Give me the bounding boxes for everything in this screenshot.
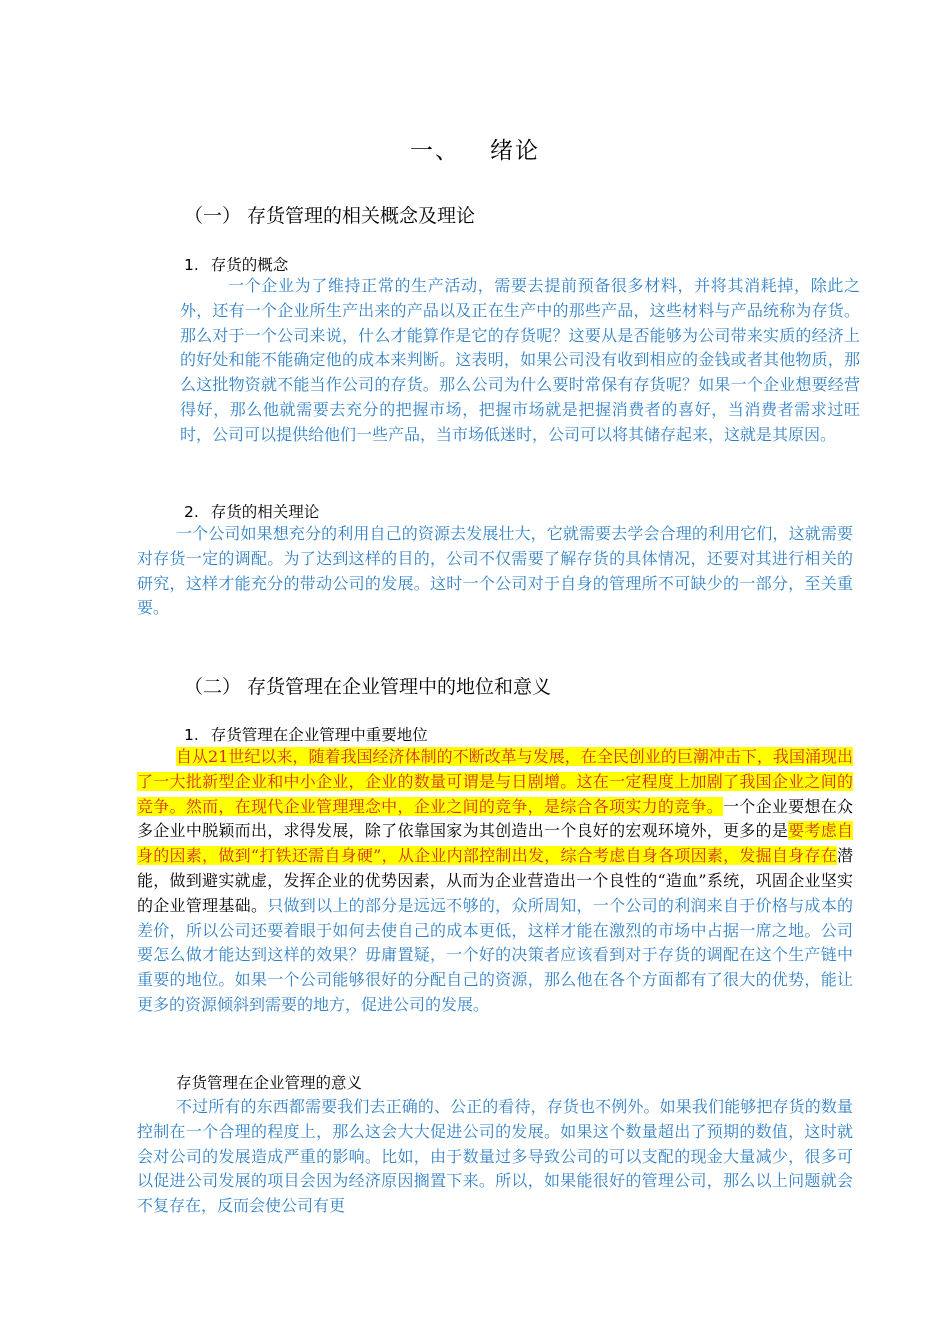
section1-sub1-title: 存货的概念: [210, 256, 289, 274]
section2-paragraph-2: 不过所有的东西都需要我们去正确的、公正的看待，存货也不例外。如果我们能够把存货的数量控制在一个合理的程度上，那么这会大大促进公司的发展。如果这个数量超出了预期的数值，这时就会对公司的发展造成严重的影响。比如，由于数量过多导致公司的可以支配的现金大量减少，很多可以促进公司发展的项目会因为经济原因搁置下来。所以，如果能很好的管理公司，那么以上问题就会不复存在，反而会使公司有更: [137, 1097, 853, 1216]
section1-sub2-title: 存货的相关理论: [210, 503, 320, 521]
section1-heading: （一） 存货管理的相关概念及理论: [184, 205, 476, 227]
section1-sub2-number: 2.: [184, 503, 199, 521]
section1-sub1-number: 1.: [184, 256, 199, 274]
section2-sub1-number: 1.: [184, 726, 199, 744]
section2-heading: （二） 存货管理在企业管理中的地位和意义: [184, 676, 552, 698]
chapter-title: 绪论: [490, 138, 540, 164]
plain-text-1: 一个企业要想在众多企业中脱颖而出，求得发展，除了依靠国家为其创造出一个良好的宏观环境外，更多的是: [137, 796, 853, 841]
section1-paragraph-2: 一个公司如果想充分的利用自己的资源去发展壮大，它就需要去学会合理的利用它们，这就需要对存货一定的调配。为了达到这样的目的，公司不仅需要了解存货的具体情况，还要对其进行相关的研究，这样才能充分的带动公司的发展。这时一个公司对于自身的管理所不可缺少的一部分，至关重要。: [137, 524, 853, 618]
chapter-heading: [0, 132, 950, 165]
section1-paragraph-1: 一个企业为了维持正常的生产活动，需要去提前预备很多材料，并将其消耗掉，除此之外，还有一个企业所生产出来的产品以及正在生产中的那些产品，这些材料与产品统称为存货。那么对于一个公司来说，什么才能算作是它的存货呢？这要从是否能够为公司带来实质的经济上的好处和能不能确定他的成本来判断。这表明，如果公司没有收到相应的金钱或者其他物质，那么这批物资就不能当作公司的存货。那么公司为什么要时常保有存货呢？如果一个企业想要经营得好，那么他就需要去充分的把握市场，把握市场就是把握消费者的喜好，当消费者需求过旺时，公司可以提供给他们一些产品，当市场低迷时，公司可以将其储存起来，这就是其原因。: [180, 276, 860, 444]
chapter-number: 一、: [410, 138, 460, 164]
section1-sub2-heading: [184, 500, 319, 522]
section2-sub1-heading: [184, 723, 428, 745]
highlighted-text-2: 要考虑自身的因素，做到“打铁还需自身硬”，从企业内部控制出发，综合考虑自身各项因素，发掘自身存在: [137, 821, 853, 866]
section2-sub2-heading: 存货管理在企业管理的意义: [176, 1074, 363, 1092]
blue-text: 只做到以上的部分是远远不够的，众所周知，一个公司的利润来自于价格与成本的差价，所以公司还要着眼于如何去使自己的成本更低，这样才能在激烈的市场中占据一席之地。公司要怎么做才能达到这样的效果？毋庸置疑，一个好的决策者应该看到对于存货的调配在这个生产链中重要的地位。如果一个公司能够很好的分配自己的资源，那么他在各个方面都有了很大的优势，能让更多的资源倾斜到需要的地方，促进公司的发展。: [137, 895, 853, 1014]
highlighted-text-1: 自从21世纪以来，随着我国经济体制的不断改革与发展，在全民创业的巨潮冲击下，我国涌现出了一大批新型企业和中小企业，企业的数量可谓是与日剧增。这在一定程度上加剧了我国企业之间的竞争。然而，在现代企业管理理念中，企业之间的竞争，是综合各项实力的竞争。: [137, 747, 853, 816]
section2-sub1-title: 存货管理在企业管理中重要地位: [210, 726, 428, 744]
section1-sub1-heading: [184, 253, 288, 275]
plain-text-2: 潜能，做到避实就虚，发挥企业的优势因素，从而为企业营造出一个良性的“造血”系统，巩固企业坚实的企业管理基础。: [137, 846, 853, 915]
section2-paragraph-1: [137, 745, 853, 1018]
